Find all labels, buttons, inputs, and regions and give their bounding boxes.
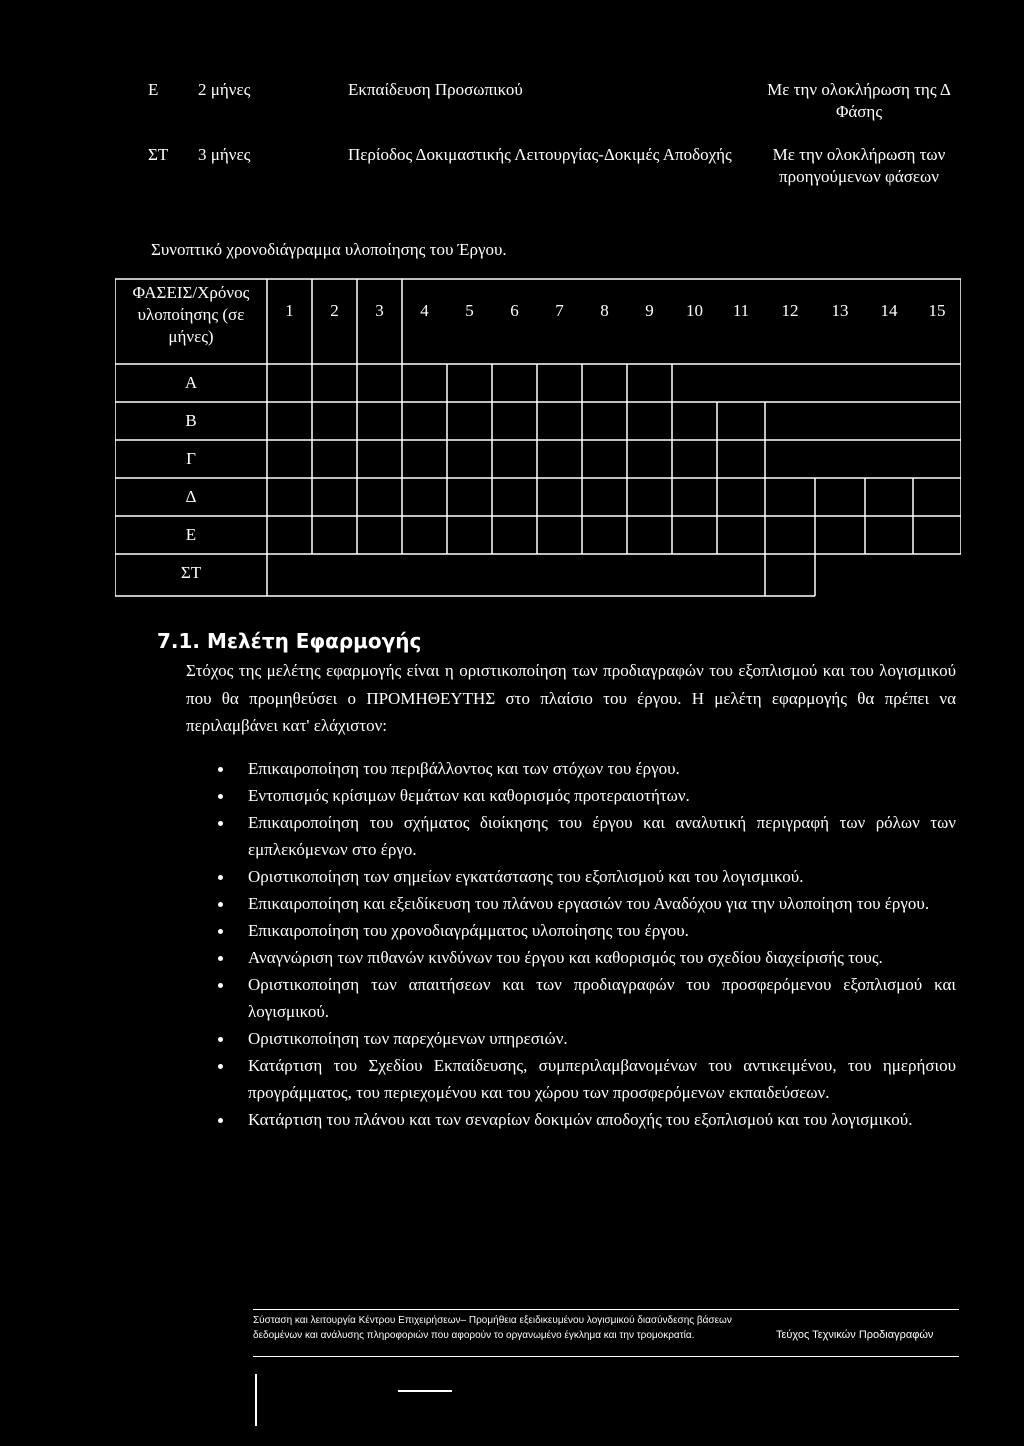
phase-duration: 2 μήνες — [198, 80, 251, 99]
requirement-text: Οριστικοποίηση των σημείων εγκατάστασης του εξοπλισμού και του λογισμικού. — [248, 867, 804, 886]
gantt-month-10: 10 — [686, 301, 703, 320]
gantt-month-4: 4 — [420, 301, 429, 320]
requirement-text: Οριστικοποίηση των παρεχόμενων υπηρεσιών. — [248, 1029, 568, 1048]
bullet-icon — [218, 902, 223, 907]
requirement-item — [206, 944, 956, 971]
requirement-item — [206, 782, 956, 809]
bullet-icon — [218, 1064, 223, 1069]
gantt-header-label: ΦΑΣΕΙΣ/Χρόνος υλοποίησης (σε μήνες) — [132, 283, 250, 346]
phase-description: Περίοδος Δοκιμαστικής Λειτουργίας-Δοκιμές Αποδοχής — [348, 145, 732, 164]
requirement-text: Κατάρτιση του Σχεδίου Εκπαίδευσης, συμπεριλαμβανομένων του αντικειμένου, του ημερήσιου προγράμματος, του περιεχομένου και του χώρου των προσφερόμενων εκπαιδεύσεων. — [248, 1056, 956, 1102]
gantt-table — [115, 278, 961, 598]
requirements-list — [206, 755, 956, 1133]
gantt-month-12: 12 — [781, 301, 799, 320]
bullet-icon — [218, 956, 223, 961]
gantt-caption: Συνοπτικό χρονοδιάγραμμα υλοποίησης του Έργου. — [151, 240, 507, 259]
requirement-text: Αναγνώριση των πιθανών κινδύνων του έργου και καθορισμός του σχεδίου διαχείρισής τους. — [248, 948, 883, 967]
requirement-text: Επικαιροποίηση και εξειδίκευση του πλάνου εργασιών του Αναδόχου για την υλοποίηση του έργου. — [248, 894, 930, 913]
phase-completion: Με την ολοκλήρωση της Δ Φάσης — [767, 80, 951, 121]
requirement-text: Επικαιροποίηση του περιβάλλοντος και των στόχων του έργου. — [248, 759, 680, 778]
requirement-item — [206, 1052, 956, 1106]
gantt-month-1: 1 — [285, 301, 294, 320]
gantt-phase-1: Α — [184, 373, 198, 392]
requirement-item — [206, 1025, 956, 1052]
gantt-month-3: 3 — [375, 301, 384, 320]
bullet-icon — [218, 875, 223, 880]
gantt-phase-5: Ε — [185, 525, 197, 544]
section-title: 7.1. Μελέτη Εφαρμογής — [157, 629, 422, 653]
gantt-phase-6: ΣΤ — [180, 563, 202, 582]
bullet-icon — [218, 1118, 223, 1123]
phase-row-e — [148, 79, 951, 129]
gantt-phase-2: Β — [185, 411, 197, 430]
phase-description: Εκπαίδευση Προσωπικού — [348, 80, 523, 99]
phase-code: Ε — [148, 80, 159, 99]
bullet-icon — [218, 929, 223, 934]
phase-row-st — [148, 144, 948, 194]
requirement-item — [206, 863, 956, 890]
requirement-item — [206, 1106, 956, 1133]
requirement-item — [206, 971, 956, 1025]
requirement-text: Οριστικοποίηση των απαιτήσεων και των προδιαγραφών του προσφερόμενου εξοπλισμού και λογισμικού. — [248, 975, 956, 1021]
scan-mark — [255, 1374, 257, 1426]
phase-duration: 3 μήνες — [198, 145, 251, 164]
requirement-text: Κατάρτιση του πλάνου και των σεναρίων δοκιμών αποδοχής του εξοπλισμού και του λογισμικού. — [248, 1110, 913, 1129]
requirement-text: Επικαιροποίηση του χρονοδιαγράμματος υλοποίησης του έργου. — [248, 921, 689, 940]
bullet-icon — [218, 767, 223, 772]
scan-mark-dash — [398, 1390, 452, 1392]
requirement-item — [206, 755, 956, 782]
gantt-phase-3: Γ — [186, 449, 196, 468]
requirement-item — [206, 809, 956, 863]
gantt-phase-4: Δ — [185, 487, 197, 506]
gantt-month-13: 13 — [831, 301, 849, 320]
requirement-item — [206, 917, 956, 944]
gantt-month-14: 14 — [880, 301, 898, 320]
requirement-text: Επικαιροποίηση του σχήματος διοίκησης του έργου και αναλυτική περιγραφή των ρόλων των εμπλεκόμενων στο έργο. — [248, 813, 956, 859]
bullet-icon — [218, 821, 223, 826]
requirement-text: Εντοπισμός κρίσιμων θεμάτων και καθορισμός προτεραιοτήτων. — [248, 786, 690, 805]
gantt-month-9: 9 — [645, 301, 654, 320]
phase-code: ΣΤ — [148, 145, 169, 164]
requirement-item — [206, 890, 956, 917]
footer-divider-bottom — [253, 1356, 959, 1357]
phase-completion: Με την ολοκλήρωση των προηγούμενων φάσεων — [772, 145, 946, 186]
gantt-month-11: 11 — [732, 301, 750, 320]
section-intro: Στόχος της μελέτης εφαρμογής είναι η οριστικοποίηση των προδιαγραφών του εξοπλισμού και του λογισμικού που θα προμηθεύσει ο ΠΡΟΜΗΘΕΥΤΗΣ στο πλαίσιο του έργου. Η μελέτη εφαρμογής θα πρέπει να περιλαμβάνει κατ' ελάχιστον: — [186, 661, 956, 735]
footer-document-type: Τεύχος Τεχνικών Προδιαγραφών — [776, 1329, 934, 1341]
gantt-month-7: 7 — [555, 301, 564, 320]
bullet-icon — [218, 983, 223, 988]
gantt-month-6: 6 — [510, 301, 519, 320]
gantt-month-2: 2 — [330, 301, 339, 320]
gantt-month-15: 15 — [928, 301, 946, 320]
footer-divider — [253, 1309, 959, 1310]
bullet-icon — [218, 1037, 223, 1042]
bullet-icon — [218, 794, 223, 799]
gantt-month-5: 5 — [465, 301, 474, 320]
gantt-month-8: 8 — [600, 301, 609, 320]
footer-project-title: Σύσταση και λειτουργία Κέντρου Επιχειρήσεων– Προμήθεια εξειδικευμένου λογισμικού διασύνδεσης βάσεων δεδομένων και ανάλυσης πληροφοριών που αφορούν το οργανωμένο έγκλημα και την τρομοκρατία. — [253, 1315, 732, 1341]
